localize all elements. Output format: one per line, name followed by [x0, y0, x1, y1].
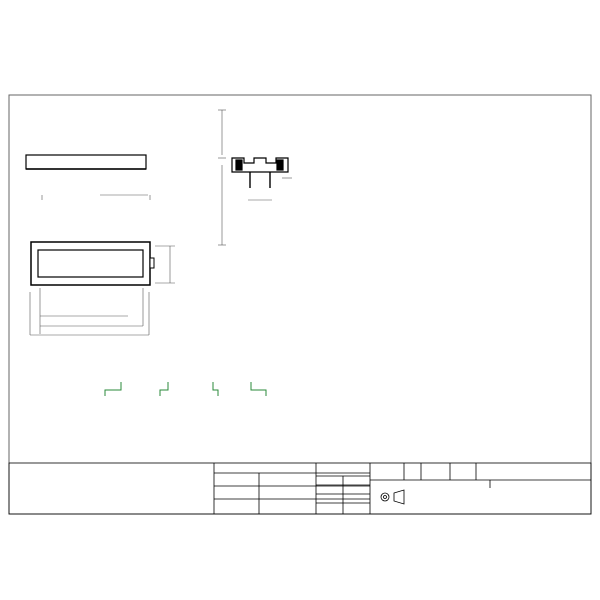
title-block [9, 463, 591, 514]
end-view-dimlines [218, 110, 292, 245]
side-view-top [26, 155, 150, 200]
end-view [232, 158, 288, 188]
plan-view [31, 242, 154, 285]
projection-symbol-icon [381, 490, 404, 504]
code-leader-lines [105, 382, 266, 396]
